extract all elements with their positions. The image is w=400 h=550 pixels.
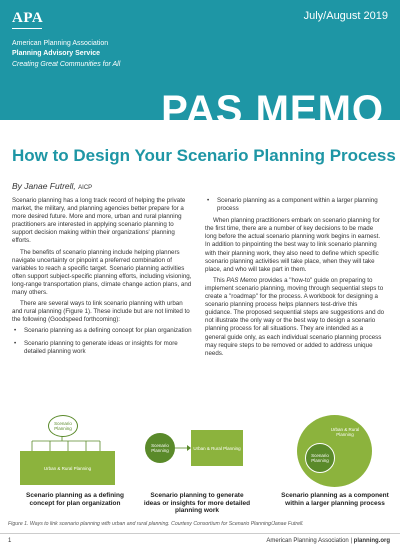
paragraph: When planning practitioners embark on scenario planning for the first time, there are a number of key decisions to be made long before the actual scenario planning work begins in earnest. In addition to pinpointing the best way to link scenario planning with their planning work, they also need to define which specific scenario planning activities will take place, when they will take place, and who will take part in them. [205,217,381,273]
urban-rural-box: Urban & Rural Planning [191,430,243,466]
scenario-planning-circle: Scenario Planning [305,443,335,473]
text-run: This [213,276,227,284]
bullet-list [12,327,192,355]
left-column [12,197,192,360]
list-item: • Scenario planning as a component within a larger planning process [205,197,385,213]
diagram-component [285,415,385,490]
logo-rule [12,28,42,29]
figure-caption: Scenario planning as a defining concept for plan organization [26,492,124,507]
memo-title: PAS MEMO [161,88,384,132]
paragraph [205,277,385,358]
figure-note: Figure 1. Ways to link scenario planning with urban and rural planning. Courtesy Consortium for Scenario Planning/Janae Futrell. [8,521,304,527]
urban-rural-label: Urban & Rural Planning [330,427,360,437]
diagram-generate-ideas [145,425,245,475]
footer-org: American Planning Association | [266,538,352,544]
bullet-list [205,197,385,213]
author-name: By Janae Futrell, [12,181,76,191]
text-run: provides a "how-to" guide on preparing to implement scenario planning, moving through sequential steps to create a "roadmap" for the process. A workbook for designing a scenario planning process helps planners test-drive this guidance. The proposed sequential steps are suggestions and do not illustrate the only way or the best way to design a scenario planning process for all situations. They are intended as a general guide only, as each individual scenario planning process may require steps to be removed or added to address unique needs. [205,276,385,357]
scenario-planning-circle: Scenario Planning [145,433,175,463]
footer-site-link[interactable]: planning.org [353,538,390,544]
apa-logo: APA [12,10,44,26]
service-name: Planning Advisory Service [12,50,101,57]
figure-caption: Scenario planning to generate ideas or insights for more detailed planning work [143,492,251,514]
list-item: • Scenario planning to generate ideas or insights for more detailed planning work [12,340,192,356]
article-title: How to Design Your Scenario Planning Process [12,146,396,165]
footer-divider [0,533,400,534]
byline [12,181,92,191]
paragraph: Scenario planning has a long track record of helping the private market, the military, and planning agencies better prepare for a more desired future. More and more, urban and rural planning practitioners are interested in applying scenario planning to support decision making within their organizations' planning efforts. [12,197,186,245]
diagram-defining-concept [20,415,128,490]
author-credential: AICP [78,185,93,191]
scenario-planning-circle: Scenario Planning [48,415,78,437]
figure-caption: Scenario planning as a component within a larger planning process [281,492,389,507]
paragraph: The benefits of scenario planning include helping planners navigate uncertainty or pinpoint a preferred combination of variables to reach a specific target. Scenario planning activities often support subject-specific planning efforts, including visioning, long-range transportation plans, climate change action plans, and many others. [12,248,192,297]
urban-rural-box: Urban & Rural Planning [20,451,115,485]
right-column [205,197,385,361]
issue-date: July/August 2019 [303,10,388,22]
tagline: Creating Great Communities for All [12,61,121,68]
footer-credit [266,538,390,544]
header-band [0,0,400,132]
paragraph: There are several ways to link scenario planning with urban and rural planning (Figure 1). These include but are not limited to the following (Goodspeed forthcoming): [12,300,190,324]
page-number: 1 [8,538,12,544]
list-item: • Scenario planning as a defining concept for plan organization [12,327,192,335]
org-name: American Planning Association [12,40,109,47]
pas-memo-italic: PAS Memo [226,276,258,284]
